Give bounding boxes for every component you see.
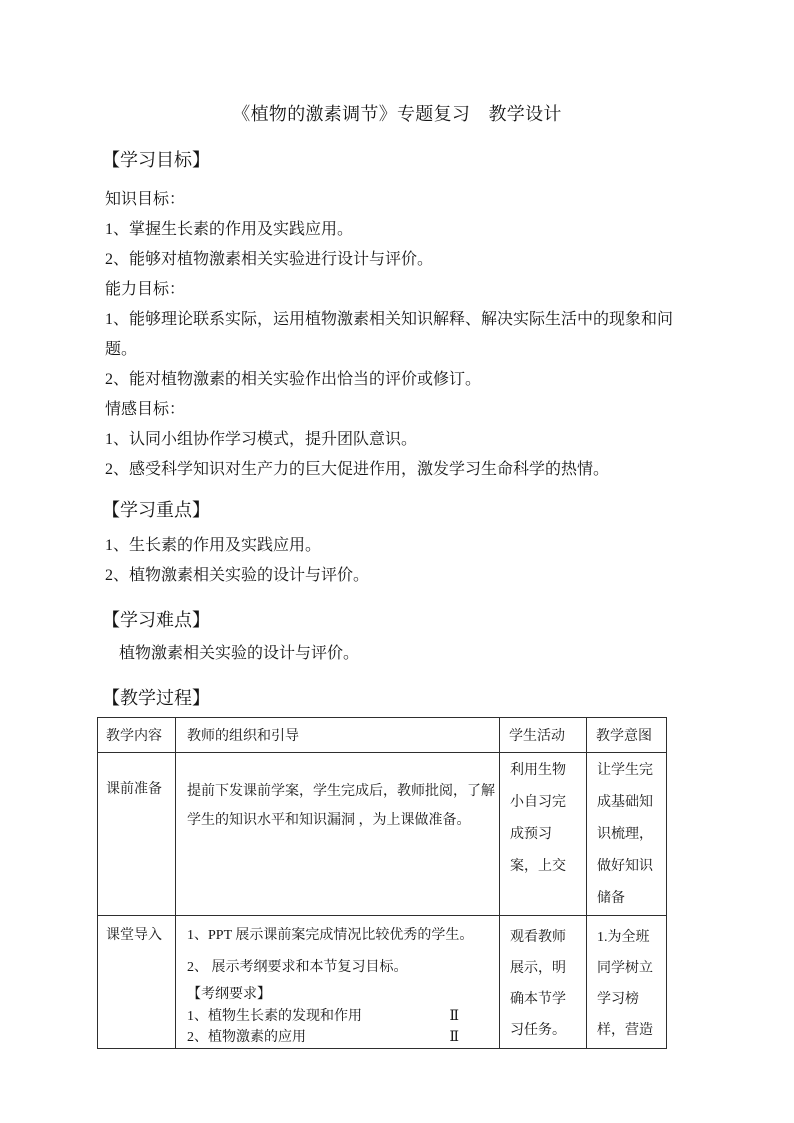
exam-outline-item-level: Ⅱ <box>449 1009 459 1024</box>
exam-outline-item-text: 2、植物激素的应用 <box>187 1030 306 1045</box>
header-cell-teaching-content: 教学内容 <box>98 718 176 753</box>
section-heading-difficulties: 【学习难点】 <box>102 610 210 630</box>
paragraph: 2、植物激素相关实验的设计与评价。 <box>105 567 370 584</box>
header-cell-teacher-guidance: 教师的组织和引导 <box>176 718 500 753</box>
learning-objectives-body <box>97 185 697 485</box>
difficulties-body <box>97 639 697 669</box>
teaching-intent-cell: 1.为全班同学树立学习榜样，营造 <box>587 916 667 1049</box>
guidance-line: 2、 展示考纲要求和本节复习目标。 <box>187 960 408 975</box>
stage-cell: 课前准备 <box>98 753 176 916</box>
stage-cell: 课堂导入 <box>98 916 176 1049</box>
document-title: 《植物的激素调节》专题复习 教学设计 <box>232 104 562 124</box>
paragraph: 1、生长素的作用及实践应用。 <box>105 537 322 554</box>
table-row-preparation <box>98 753 667 916</box>
header-cell-student-activity: 学生活动 <box>500 718 587 753</box>
exam-outline-item-level: Ⅱ <box>449 1030 459 1045</box>
exam-outline-item <box>187 1027 495 1048</box>
paragraph: 植物激素相关实验的设计与评价。 <box>119 645 360 662</box>
teacher-guidance-cell: 提前下发课前学案，学生完成后，教师批阅，了解学生的知识水平和知识漏洞 ，为上课做准备。 <box>176 753 500 916</box>
exam-outline-item-text: 1、植物生长素的发现和作用 <box>187 1009 362 1024</box>
paragraph: 知识目标： <box>105 191 186 208</box>
paragraph: 1、掌握生长素的作用及实践应用。 <box>105 221 354 238</box>
key-points-body <box>97 531 697 591</box>
section-heading-learning-objectives: 【学习目标】 <box>102 150 210 170</box>
student-activity-cell: 观看教师展示，明确本节学习任务。 <box>500 916 587 1049</box>
paragraph: 2、能对植物激素的相关实验作出恰当的评价或修订。 <box>105 371 482 388</box>
paragraph: 2、能够对植物激素相关实验进行设计与评价。 <box>105 251 434 268</box>
section-heading-key-points: 【学习重点】 <box>102 500 210 520</box>
student-activity-cell: 利用生物小自习完成预习案，上交 <box>500 753 587 916</box>
teaching-process-table <box>97 717 667 1049</box>
teacher-guidance-cell <box>176 916 500 1049</box>
paragraph: 2、感受科学知识对生产力的巨大促进作用，激发学习生命科学的热情。 <box>105 461 610 478</box>
paragraph: 情感目标： <box>105 401 186 418</box>
table-header-row <box>98 718 667 753</box>
exam-outline-heading: 【考纲要求】 <box>187 987 271 1002</box>
table-row-lesson-introduction <box>98 916 667 1049</box>
paragraph: 1、能够理论联系实际，运用植物激素相关知识解释、解决实际生活中的现象和问题。 <box>105 311 674 358</box>
paragraph: 能力目标： <box>105 281 186 298</box>
paragraph: 1、认同小组协作学习模式，提升团队意识。 <box>105 431 418 448</box>
section-heading-teaching-process: 【教学过程】 <box>102 688 210 708</box>
exam-outline-item <box>187 1006 495 1027</box>
guidance-line: 1、PPT 展示课前案完成情况比较优秀的学生。 <box>187 928 474 943</box>
header-cell-teaching-intent: 教学意图 <box>587 718 667 753</box>
teaching-intent-cell: 让学生完成基础知识梳理，做好知识储备 <box>587 753 667 916</box>
